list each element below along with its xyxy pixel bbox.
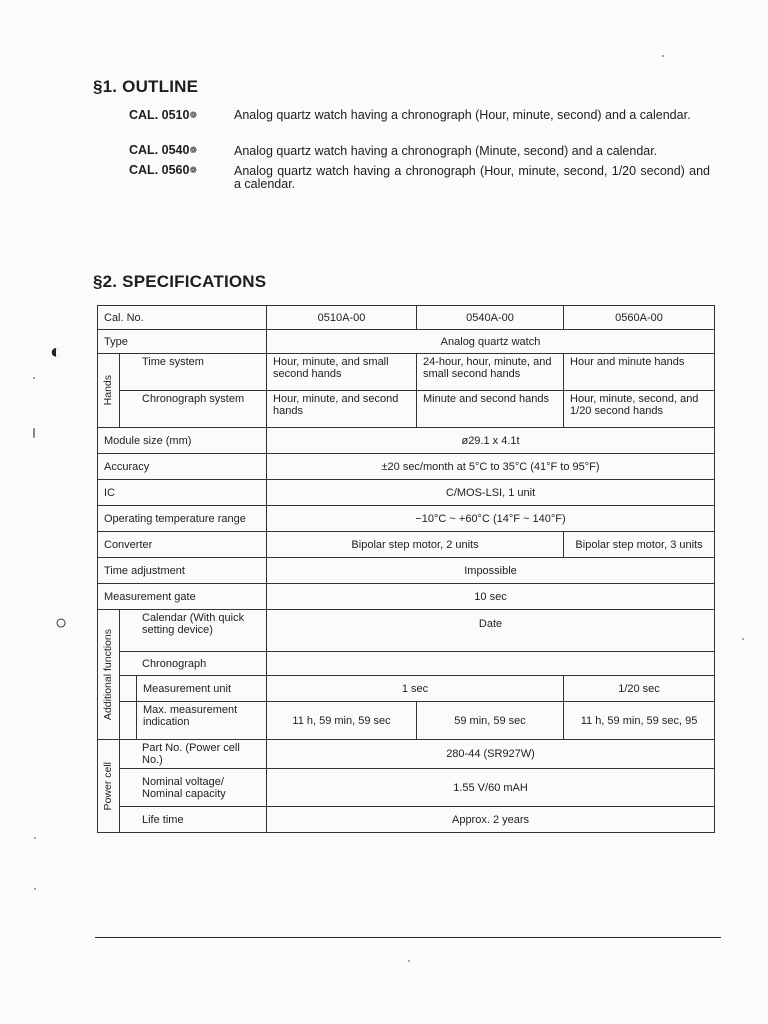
scan-speck — [742, 638, 744, 640]
cal-0560-label: CAL. 0560❁ — [129, 163, 197, 177]
row-label: Accuracy — [98, 454, 267, 480]
op-temp-value: −10°C ~ +60°C (14°F ~ 140°F) — [267, 506, 715, 532]
cal-0560-description: Analog quartz watch having a chronograph (Hour, minute, second, 1/20 second) and a calendar. — [234, 164, 710, 191]
chrono-system-0510: Hour, minute, and second hands — [267, 391, 417, 428]
row-label: Time adjustment — [98, 558, 267, 584]
max-measurement-0510: 11 h, 59 min, 59 sec — [267, 702, 417, 740]
scan-speck — [34, 888, 36, 890]
voltage-value: 1.55 V/60 mAH — [267, 769, 715, 807]
hands-group-label: Hands — [98, 354, 120, 428]
table-row — [98, 558, 715, 584]
chrono-system-0540: Minute and second hands — [417, 391, 564, 428]
binder-hole-mark-top: ◐ — [50, 341, 63, 363]
life-time-value: Approx. 2 years — [267, 807, 715, 833]
time-adjustment-value: Impossible — [267, 558, 715, 584]
max-measurement-0540: 59 min, 59 sec — [417, 702, 564, 740]
row-label: Measurement unit — [137, 676, 267, 702]
scan-speck — [408, 960, 410, 962]
table-row — [98, 428, 715, 454]
power-cell-group-label: Power cell — [98, 740, 120, 833]
scan-speck — [34, 837, 36, 839]
cal-0540-header: 0540A-00 — [417, 306, 564, 330]
outline-heading: §1. OUTLINE — [93, 77, 199, 96]
additional-functions-group-label: Additional functions — [98, 610, 120, 740]
chrono-system-0560: Hour, minute, second, and 1/20 second hands — [564, 391, 715, 428]
table-row — [98, 354, 715, 391]
table-row — [98, 391, 715, 428]
table-row — [98, 740, 715, 769]
cal-0510-label: CAL. 0510❁ — [129, 108, 197, 122]
row-label: Time system — [120, 354, 267, 391]
row-label: Life time — [120, 807, 267, 833]
converter-0510-0540: Bipolar step motor, 2 units — [267, 532, 564, 558]
table-row — [98, 584, 715, 610]
row-label: Operating temperature range — [98, 506, 267, 532]
table-row — [98, 532, 715, 558]
cal-0510-description: Analog quartz watch having a chronograph (Hour, minute, second) and a calendar. — [234, 108, 691, 122]
table-row — [98, 610, 715, 652]
footer-rule — [95, 937, 721, 938]
row-label: Part No. (Power cell No.) — [120, 740, 267, 769]
row-label: Cal. No. — [98, 306, 267, 330]
table-row — [98, 769, 715, 807]
chronograph-empty-cell — [267, 652, 715, 676]
row-label: Calendar (With quick setting device) — [120, 610, 267, 652]
row-label: Chronograph system — [120, 391, 267, 428]
max-measurement-0560: 11 h, 59 min, 59 sec, 95 — [564, 702, 715, 740]
measurement-unit-0510-0540: 1 sec — [267, 676, 564, 702]
row-label: Type — [98, 330, 267, 354]
time-system-0540: 24-hour, hour, minute, and small second hands — [417, 354, 564, 391]
scan-speck — [662, 55, 664, 57]
cal-0510-header: 0510A-00 — [267, 306, 417, 330]
cal-0560-header: 0560A-00 — [564, 306, 715, 330]
row-label: IC — [98, 480, 267, 506]
table-row — [98, 454, 715, 480]
scan-speck — [33, 428, 35, 438]
table-row — [98, 306, 715, 330]
table-row — [98, 652, 715, 676]
table-row — [98, 506, 715, 532]
row-label: Measurement gate — [98, 584, 267, 610]
indent-cell — [120, 702, 137, 740]
table-row — [98, 480, 715, 506]
table-row — [98, 676, 715, 702]
ic-value: C/MOS-LSI, 1 unit — [267, 480, 715, 506]
row-label: Module size (mm) — [98, 428, 267, 454]
binder-hole-mark-bottom: ○ — [55, 612, 68, 634]
cal-0540-description: Analog quartz watch having a chronograph (Minute, second) and a calendar. — [234, 144, 658, 158]
row-label: Chronograph — [120, 652, 267, 676]
module-size-value: ø29.1 x 4.1t — [267, 428, 715, 454]
row-label: Nominal voltage/ Nominal capacity — [120, 769, 267, 807]
part-no-value: 280-44 (SR927W) — [267, 740, 715, 769]
table-row — [98, 807, 715, 833]
indent-cell — [120, 676, 137, 702]
cal-0540-label: CAL. 0540❁ — [129, 143, 197, 157]
specifications-heading: §2. SPECIFICATIONS — [93, 272, 267, 291]
measurement-unit-0560: 1/20 sec — [564, 676, 715, 702]
calendar-value: Date — [267, 610, 715, 652]
accuracy-value: ±20 sec/month at 5°C to 35°C (41°F to 95°F) — [267, 454, 715, 480]
converter-0560: Bipolar step motor, 3 units — [564, 532, 715, 558]
type-value: Analog quartz watch — [267, 330, 715, 354]
time-system-0510: Hour, minute, and small second hands — [267, 354, 417, 391]
row-label: Converter — [98, 532, 267, 558]
specifications-table — [97, 305, 715, 833]
table-row — [98, 330, 715, 354]
table-row — [98, 702, 715, 740]
scan-speck — [33, 377, 35, 379]
time-system-0560: Hour and minute hands — [564, 354, 715, 391]
row-label: Max. measurement indication — [137, 702, 267, 740]
measurement-gate-value: 10 sec — [267, 584, 715, 610]
